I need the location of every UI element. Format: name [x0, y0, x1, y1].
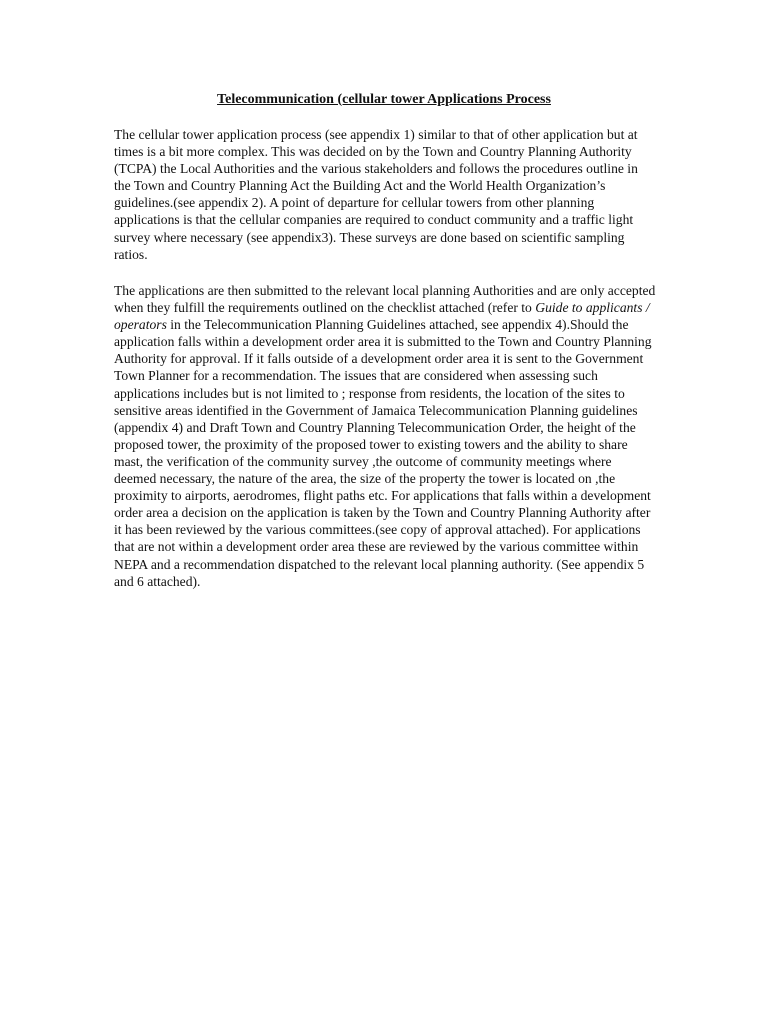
paragraph-2-text-end: in the Telecommunication Planning Guidelines attached, see appendix 4).Should the application falls within a development order area it is submitted to the Town and Country Planning Authority for approval. If it falls outside of a development order area it is sent to the Government Town Planner for a recommendation. The issues that are considered when assessing such applications includes but is not limited to ; response from residents, the location of the sites to sensitive areas identified in the Government of Jamaica Telecommunication Planning guidelines (appendix 4) and Draft Town and Country Planning Telecommunication Order, the height of the proposed tower, the proximity of the proposed tower to existing towers and the ability to share mast, the verification of the community survey ,the outcome of community meetings where deemed necessary, the nature of the area, the size of the property the tower is located on ,the proximity to airports, aerodromes, flight paths etc. For applications that falls within a development order area a decision on the application is taken by the Town and Country Planning Authority after it has been reviewed by the various committees.(see copy of approval attached). For applications that are not within a development order area these are reviewed by the various committee within NEPA and a recommendation dispatched to the relevant local planning authority. (See appendix 5 and 6 attached).	[114, 317, 652, 589]
paragraph-2	[114, 282, 656, 590]
paragraph-2-text-start: The applications are then submitted to the relevant local planning Authorities and are only accepted when they fulfill the requirements outlined on the checklist attached (refer to	[114, 283, 656, 316]
paragraph-1: The cellular tower application process (see appendix 1) similar to that of other application but at times is a bit more complex. This was decided on by the Town and Country Planning Authority (TCPA) the Local Authorities and the various stakeholders and follows the procedures outline in the Town and Country Planning Act the Building Act and the World Health Organization’s guidelines.(see appendix 2). A point of departure for cellular towers from other planning applications is that the cellular companies are required to conduct community and a traffic light survey where necessary (see appendix3). These surveys are done based on scientific sampling ratios.	[114, 127, 638, 262]
paragraph-2-italic-reference: Guide to applicants / operators	[114, 300, 650, 333]
document-title: Telecommunication (cellular tower Applications Process	[217, 92, 551, 107]
